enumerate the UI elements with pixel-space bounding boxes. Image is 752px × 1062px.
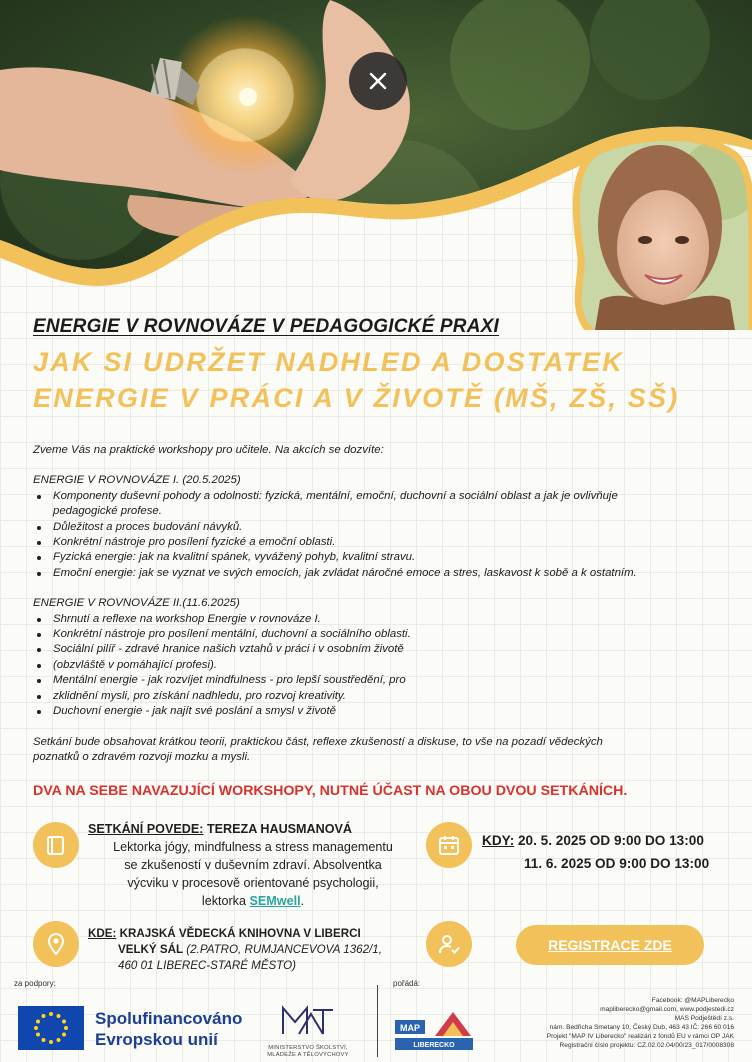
- page-title: ENERGIE V ROVNOVÁZE V PEDAGOGICKÉ PRAXI: [33, 316, 499, 337]
- address-line: 460 01 LIBEREC-STARÉ MĚSTO): [118, 959, 297, 972]
- list-item: Shrnutí a reflexe na workshop Energie v rovnováze I.: [33, 612, 733, 627]
- title-block: [33, 316, 723, 416]
- close-icon: [369, 72, 387, 90]
- ministry-text-line: MLÁDEŽE A TĚLOVÝCHOVY: [267, 1052, 349, 1058]
- footer-divider: [377, 985, 378, 1057]
- book-icon: [33, 822, 79, 868]
- organizer-info: [464, 996, 734, 1050]
- speaker-heading: [88, 820, 418, 838]
- section-list: [33, 489, 733, 581]
- section-heading: ENERGIE V ROVNOVÁZE II.(11.6.2025): [33, 597, 240, 610]
- speaker-desc-line: se zkušeností v duševním zdraví. Absolventka: [124, 858, 382, 872]
- map-liberecko-logo: [395, 1008, 475, 1054]
- list-item: Konkrétní nástroje pro posílení fyzické a emoční oblasti.: [33, 535, 733, 550]
- intro-text: Zveme Vás na praktické workshopy pro učitele. Na akcích se dozvíte:: [33, 444, 384, 456]
- eu-text-line: Spolufinancováno: [95, 1009, 243, 1028]
- list-item: Konkrétní nástroje pro posílení mentální, duchovní a sociálního oblasti.: [33, 627, 733, 642]
- speaker-desc-line: výcviku v procesově orientované psychologii,: [127, 876, 379, 890]
- register-button[interactable]: REGISTRACE ZDE: [516, 925, 704, 965]
- list-item: zklidnění mysli, pro získání nadhledu, pro rozvoj kreativity.: [33, 689, 733, 704]
- speaker-desc-line: Lektorka jógy, mindfulness a stress managementu: [113, 840, 393, 854]
- venue-name: KRAJSKÁ VĚDECKÁ KNIHOVNA V LIBERCI: [119, 927, 361, 940]
- map-logo-text: MAP: [400, 1023, 420, 1033]
- list-item: Fyzická energie: jak na kvalitní spánek, vyvážený pohyb, kvalitní stravu.: [33, 550, 733, 565]
- organizer-label: pořádá:: [393, 979, 421, 988]
- eu-cofinancing-text: [95, 1008, 242, 1050]
- hero-photo: [0, 0, 752, 330]
- event-location: [88, 926, 418, 974]
- speaker-desc-suffix: .: [300, 894, 305, 908]
- location-row: [88, 942, 418, 958]
- close-button[interactable]: [349, 52, 407, 110]
- section-list: [33, 612, 733, 720]
- support-label: za podpory:: [14, 979, 56, 988]
- list-item: Emoční energie: jak se vyznat ve svých emocích, jak zvládat náročné emoce a stres, laskavost k sobě a k ostatním.: [33, 566, 733, 581]
- closing-text: Setkání bude obsahovat krátkou teorii, praktickou část, reflexe zkušeností a diskuse, to vše na pozadí vědeckých: [33, 735, 603, 748]
- speaker-info: [88, 820, 418, 910]
- where-label: KDE:: [88, 927, 117, 940]
- list-item: Duchovní energie - jak najít své poslání a smysl v životě: [33, 704, 733, 719]
- speaker-desc-line: [88, 892, 418, 910]
- eu-text-line: Evropskou unií: [95, 1030, 218, 1049]
- eu-flag-logo: [18, 1006, 84, 1050]
- closing-text: poznatků o zdravém rozvoji mozku a mysli.: [33, 750, 251, 763]
- program-description: [33, 443, 733, 765]
- speaker-label: SETKÁNÍ POVEDE:: [88, 822, 204, 836]
- speaker-desc-prefix: lektorka: [201, 894, 250, 908]
- list-item: (obzvláště v pomáhající profesi).: [33, 658, 733, 673]
- when-label: KDY:: [482, 833, 515, 848]
- user-check-icon: [426, 921, 472, 967]
- speaker-name: TEREZA HAUSMANOVÁ: [206, 822, 353, 836]
- project-info: Projekt "MAP IV Liberecko" realizán z fondů EU v rámci OP JAK: [546, 1033, 734, 1040]
- list-item: Komponenty duševní pohody a odolnosti: fyzická, mentální, emoční, duchovní a sociální oblast a jak je ovlivňuje: [33, 489, 733, 504]
- ministry-emblem: [253, 1004, 363, 1040]
- list-item: Sociální pilíř - zdravé hranice našich vztahů v práci i v osobním životě: [33, 642, 733, 657]
- list-item: Mentální energie - jak rozvíjet mindfulness - pro lepší soustředění, pro: [33, 673, 733, 688]
- alert-text: DVA NA SEBE NAVAZUJÍCÍ WORKSHOPY, NUTNÉ ÚČAST NA OBOU DVOU SETKÁNÍCH.: [33, 783, 628, 799]
- date-value: 20. 5. 2025 OD 9:00 DO 13:00: [518, 833, 704, 848]
- semwell-link[interactable]: SEMwell: [249, 894, 301, 908]
- event-dates: [482, 829, 742, 875]
- ministry-text-line: MINISTERSTVO ŠKOLSTVÍ,: [268, 1045, 348, 1051]
- map-logo-subtext: LIBERECKO: [413, 1042, 455, 1049]
- ministry-logo: [253, 1004, 363, 1059]
- section-heading: ENERGIE V ROVNOVÁZE I. (20.5.2025): [33, 474, 241, 487]
- address-line: (2.PATRO, RUMJANCEVOVA 1362/1,: [186, 943, 382, 956]
- room-name: VELKÝ SÁL: [118, 943, 184, 956]
- project-registration: Registrační číslo projektu: CZ.02.02.04/00/23_017/0008308: [559, 1042, 734, 1049]
- date-row: 11. 6. 2025 OD 9:00 DO 13:00: [524, 856, 710, 871]
- organizer-contact: mapliberecko@gmail.com, www.podjestedi.cz: [600, 1006, 734, 1013]
- organizer-name: MAS Podještědí z.s.: [674, 1015, 734, 1022]
- calendar-icon: [426, 822, 472, 868]
- subtitle-line: JAK SI UDRŽET NADHLED A DOSTATEK: [33, 347, 624, 377]
- hero-banner: [0, 0, 752, 330]
- date-row: [482, 829, 742, 852]
- organizer-facebook: Facebook: @MAPLiberecko: [651, 997, 734, 1004]
- organizer-address: nám. Bedřicha Smetany 10, Český Dub, 463 43 IČ: 266 60 016: [549, 1024, 734, 1031]
- location-row: [88, 926, 418, 942]
- page-subtitle: [33, 344, 723, 416]
- subtitle-line: ENERGIE V PRÁCI A V ŽIVOTĚ (MŠ, ZŠ, SŠ): [33, 383, 680, 413]
- list-item: pedagogické profese.: [53, 505, 162, 518]
- speaker-description: [88, 838, 418, 910]
- list-item: Důležitost a proces budování návyků.: [33, 520, 733, 535]
- location-pin-icon: [33, 921, 79, 967]
